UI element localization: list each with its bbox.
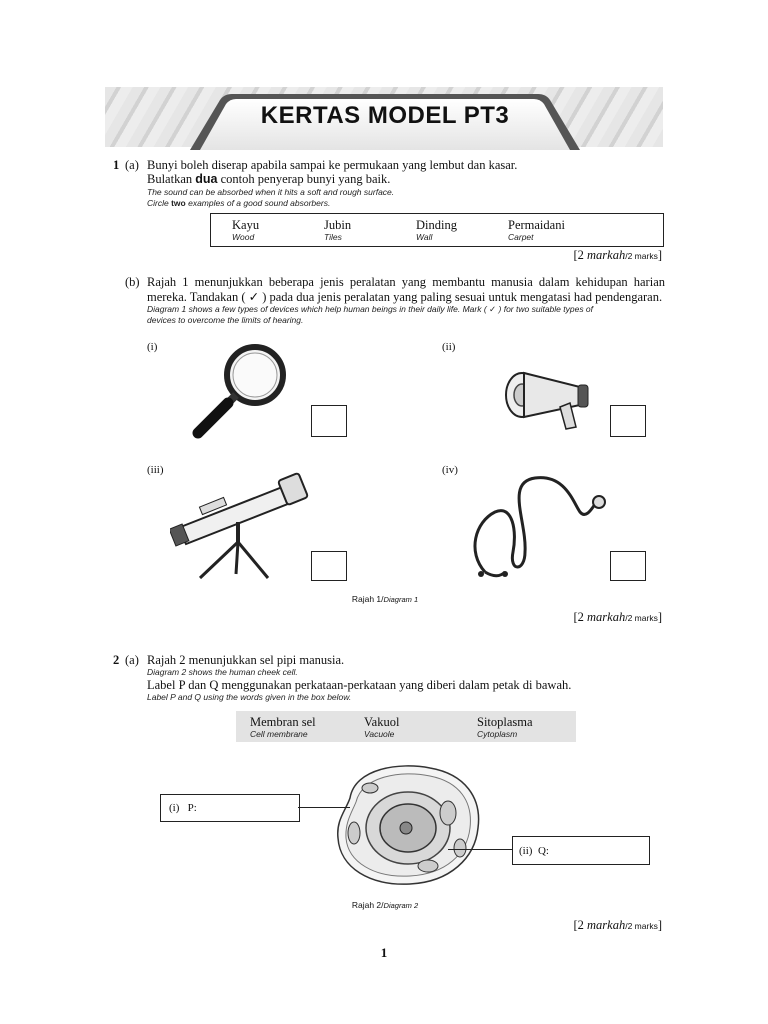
page-number: 1	[380, 945, 388, 960]
q1b-english-line2: devices to overcome the limits of hearing.	[147, 315, 304, 325]
q2a-label: (a)	[125, 653, 139, 667]
cheek-cell-image	[330, 758, 485, 888]
q1a-english-line2: Circle two examples of a good sound absorbers.	[147, 198, 331, 208]
q2a-english-line1: Diagram 2 shows the human cheek cell.	[147, 667, 298, 677]
question-number-1: 1	[113, 158, 120, 172]
q2a-word-1: Membran sel Cell membrane	[250, 715, 316, 739]
q2a-word-3: Sitoplasma Cytoplasm	[477, 715, 533, 739]
megaphone-image	[500, 365, 595, 437]
q1a-option-2[interactable]: Jubin Tiles	[324, 218, 352, 242]
tick-box-ii[interactable]	[610, 405, 646, 437]
q1b-marks: [2 markah/2 marks]	[573, 610, 662, 624]
label-p-text: (i) P:	[169, 802, 197, 814]
page-title: KERTAS MODEL PT3	[260, 102, 510, 129]
q1a-option-1[interactable]: Kayu Wood	[232, 218, 260, 242]
q1b-item-iii-label: (iii)	[147, 464, 164, 476]
q1a-label: (a)	[125, 158, 139, 172]
q2a-word-2: Vakuol Vacuole	[364, 715, 400, 739]
q1b-text-line1: Rajah 1 menunjukkan beberapa jenis peralatan yang membantu manusia dalam kehidupan harian	[147, 275, 665, 289]
tick-box-i[interactable]	[311, 405, 347, 437]
q2a-text-line1: Rajah 2 menunjukkan sel pipi manusia.	[147, 653, 345, 667]
q1a-english-line1: The sound can be absorbed when it hits a soft and rough surface.	[147, 187, 395, 197]
q1b-item-ii-label: (ii)	[442, 341, 456, 353]
label-p-line	[298, 807, 350, 808]
magnifying-glass-image	[190, 340, 295, 440]
q1b-item-i-label: (i)	[147, 341, 158, 353]
q1b-item-iv-label: (iv)	[442, 464, 458, 476]
q1b-label: (b)	[125, 275, 140, 289]
tick-box-iv[interactable]	[610, 551, 646, 581]
question-number-2: 2	[113, 653, 120, 667]
q1b-text-line2: mereka. Tandakan ( ✓ ) pada dua jenis peralatan yang paling sesuai untuk mengatasi had pendengaran.	[147, 290, 663, 304]
q1a-marks: [2 markah/2 marks]	[573, 248, 662, 262]
q2a-text-line2: Label P dan Q menggunakan perkataan-perkataan yang diberi dalam petak di bawah.	[147, 678, 572, 692]
label-q-line	[448, 849, 512, 850]
q1a-option-3[interactable]: Dinding Wall	[416, 218, 457, 242]
q2a-marks: [2 markah/2 marks]	[573, 918, 662, 932]
q2a-english-line2: Label P and Q using the words given in the box below.	[147, 692, 352, 702]
q1a-text-line2: Bulatkan dua contoh penyerap bunyi yang baik.	[147, 172, 391, 186]
label-q-text: (ii) Q:	[519, 845, 549, 857]
telescope-image	[170, 470, 310, 582]
q1b-english-line1: Diagram 1 shows a few types of devices which help human beings in their daily life. Mark ( ✓ ) for two suitable types of	[147, 304, 594, 314]
q1a-option-4[interactable]: Permaidani Carpet	[508, 218, 565, 242]
diagram-1-caption: Rajah 1/Diagram 1	[351, 594, 419, 604]
q1a-text-line1: Bunyi boleh diserap apabila sampai ke permukaan yang lembut dan kasar.	[147, 158, 518, 172]
diagram-2-caption: Rajah 2/Diagram 2	[351, 900, 419, 910]
tick-box-iii[interactable]	[311, 551, 347, 581]
stethoscope-image	[465, 472, 615, 582]
